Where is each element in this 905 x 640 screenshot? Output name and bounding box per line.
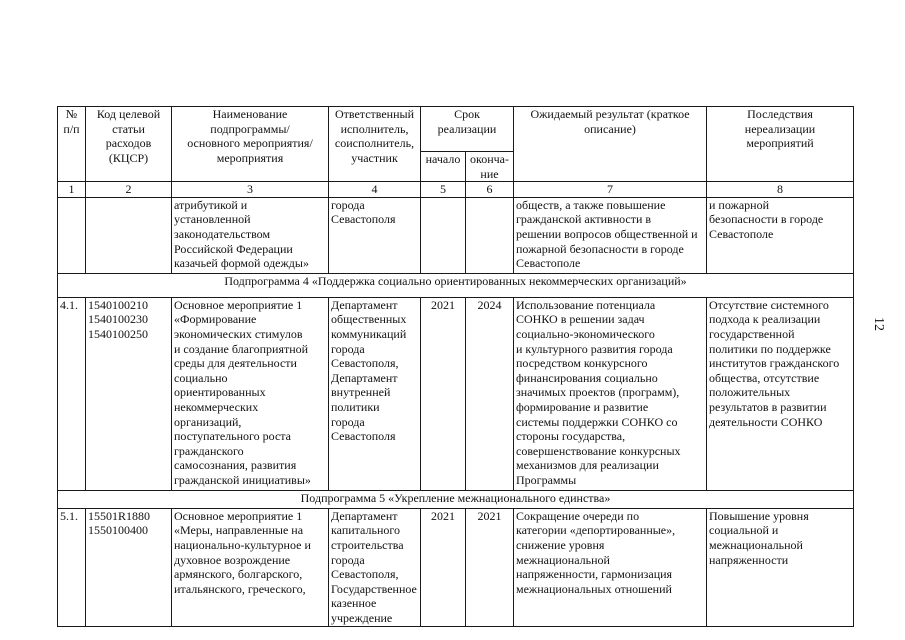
cell-code: [86, 508, 172, 626]
budget-code: 1540100250: [88, 326, 148, 341]
cell-name: Основное мероприятие 1 «Меры, направленные на национально-культурное и духовное возрождение армянского, болгарского, итальянского, греческого,: [172, 508, 329, 626]
cell-responsible: города Севастополя: [329, 197, 421, 273]
cell-name: атрибутикой и установленной законодательством Российской Федерации казачьей формой одежды»: [172, 197, 329, 273]
cell-responsible: Департамент общественных коммуникаций города Севастополя, Департамент внутренней политики города Севастополя: [329, 297, 421, 490]
cell-num: 5.1.: [58, 508, 86, 626]
cell-result: Использование потенциала СОНКО в решении задач социально-экономического и культурного развития города посредством конкурсного финансирования социально значимых проектов (программ), формирование и развитие системы поддержки СОНКО со стороны государства, совершенствование конкурсных механизмов для реализации Программы: [514, 297, 707, 490]
column-number: 6: [466, 182, 514, 198]
header-end: оконча- ние: [466, 152, 514, 182]
header-code: Код целевой статьи расходов (КЦСР): [86, 107, 172, 182]
subprogram-5-row: [58, 490, 854, 508]
page-number: 12: [871, 317, 886, 331]
cell-result: обществ, а также повышение гражданской активности в решении вопросов общественной и пожарной безопасности в городе Севастополе: [514, 197, 707, 273]
header-responsible: Ответственный исполнитель, соисполнитель, участник: [329, 107, 421, 182]
column-number: 2: [86, 182, 172, 198]
column-number: 4: [329, 182, 421, 198]
header-name: Наименование подпрограммы/ основного мероприятия/ мероприятия: [172, 107, 329, 182]
column-number: 1: [58, 182, 86, 198]
column-number: 5: [421, 182, 466, 198]
cell-consequences: Повышение уровня социальной и межнациональной напряженности: [707, 508, 854, 626]
cell-responsible: Департамент капитального строительства города Севастополя, Государственное казенное учреждение: [329, 508, 421, 626]
header-start: начало: [421, 152, 466, 182]
budget-code: 1540100230: [88, 312, 148, 327]
cell-code: [86, 297, 172, 490]
budget-code: 15501R1880: [88, 508, 151, 523]
column-number: 3: [172, 182, 329, 198]
program-measures-table: [57, 106, 854, 627]
header-period: Срок реализации: [421, 107, 514, 152]
subprogram-5-title: Подпрограмма 5 «Укрепление межнационального единства»: [58, 490, 854, 508]
cell-end: 2021: [466, 508, 514, 626]
subprogram-4-row: [58, 273, 854, 297]
cell-consequences: Отсутствие системного подхода к реализации государственной политики по поддержке институтов гражданского общества, отсутствие положительных результатов в развитии деятельности СОНКО: [707, 297, 854, 490]
cell-result: Сокращение очереди по категории «депортированные», снижение уровня межнациональной напряженности, гармонизация межнациональных отношений: [514, 508, 707, 626]
header-num: № п/п: [58, 107, 86, 182]
table-header-row: [58, 107, 854, 152]
header-consequences: Последствия нереализации мероприятий: [707, 107, 854, 182]
cell-start: 2021: [421, 508, 466, 626]
cell-end: [466, 197, 514, 273]
cell-start: 2021: [421, 297, 466, 490]
cell-consequences: и пожарной безопасности в городе Севастополе: [707, 197, 854, 273]
cell-start: [421, 197, 466, 273]
table-row-5-1: [58, 508, 854, 626]
budget-code: 1540100210: [88, 297, 148, 312]
cell-num: [58, 197, 86, 273]
table-row-continuation: [58, 197, 854, 273]
cell-name: Основное мероприятие 1 «Формирование экономических стимулов и создание благоприятной среды для деятельности социально ориентированных некоммерческих организаций, поступательного роста гражданского самосознания, развития гражданской инициативы»: [172, 297, 329, 490]
column-number-row: [58, 182, 854, 198]
column-number: 7: [514, 182, 707, 198]
cell-num: 4.1.: [58, 297, 86, 490]
cell-end: 2024: [466, 297, 514, 490]
budget-code: 1550100400: [88, 523, 148, 538]
cell-code: [86, 197, 172, 273]
column-number: 8: [707, 182, 854, 198]
subprogram-4-title: Подпрограмма 4 «Поддержка социально ориентированных некоммерческих организаций»: [58, 273, 854, 297]
header-result: Ожидаемый результат (краткое описание): [514, 107, 707, 182]
table-row-4-1: [58, 297, 854, 490]
